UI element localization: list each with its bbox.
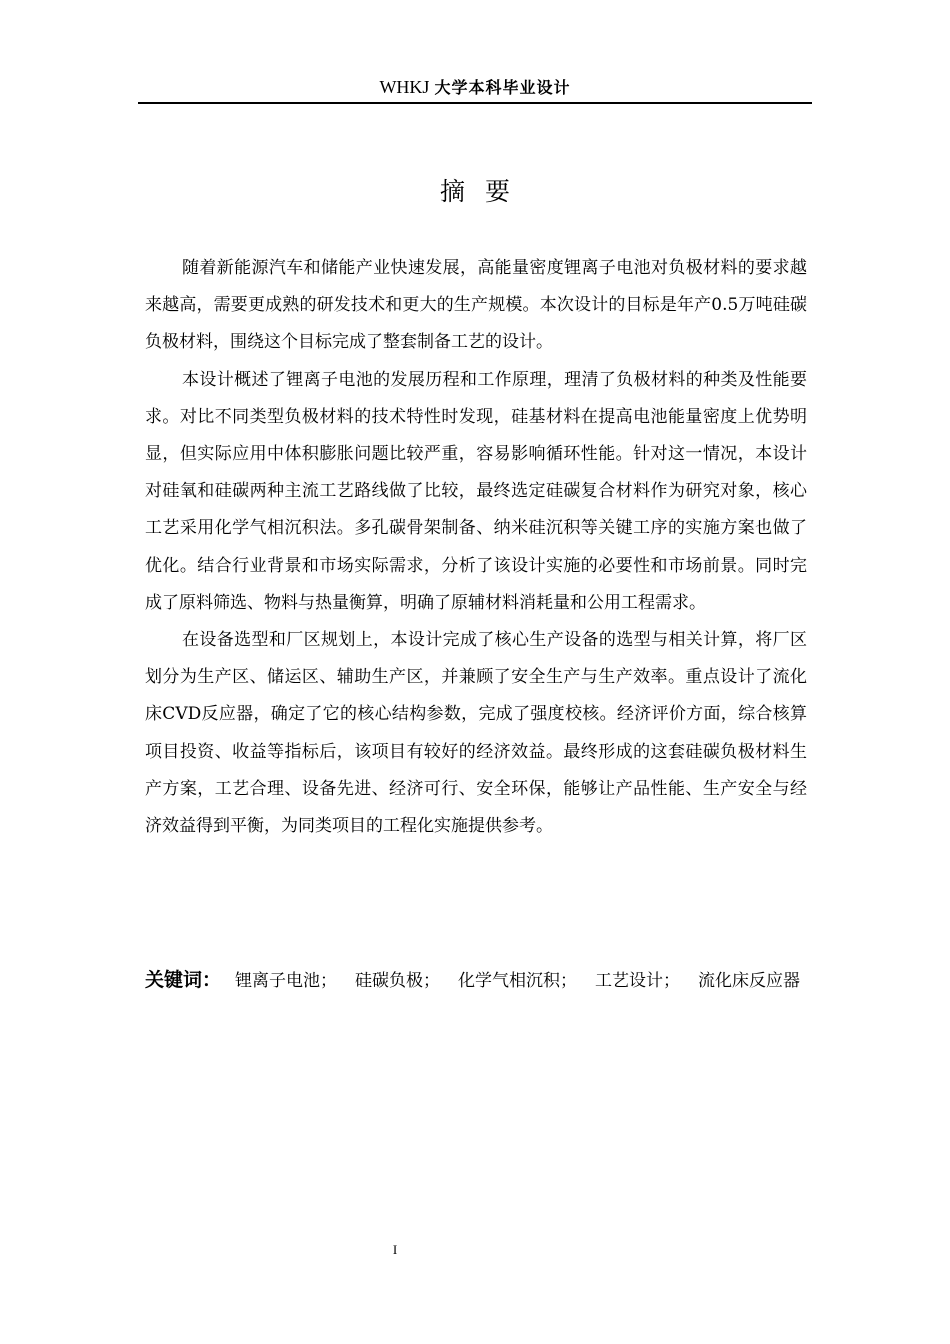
abstract-paragraph-1: 随着新能源汽车和储能产业快速发展，高能量密度锂离子电池对负极材料的要求越来越高，需要更成熟的研发技术和更大的生产规模。本次设计的目标是年产0.5万吨硅碳负极材料，围绕这个目标完成了整套制备工艺的设计。	[145, 258, 807, 353]
page-number: I	[392, 1242, 398, 1257]
header-university-code: WHKJ	[379, 77, 430, 97]
keywords-section	[145, 961, 807, 1000]
abstract-body	[145, 250, 807, 845]
page-header	[138, 72, 812, 104]
keyword-item: 锂离子电池；	[235, 971, 338, 991]
keywords-label: 关键词：	[145, 969, 222, 991]
page-title: 摘要	[439, 177, 530, 206]
keyword-item: 流化床反应器	[698, 971, 801, 991]
keyword-item: 化学气相沉积；	[458, 971, 578, 991]
keyword-item: 硅碳负极；	[355, 971, 441, 991]
abstract-paragraph-3: 在设备选型和厂区规划上，本设计完成了核心生产设备的选型与相关计算，将厂区划分为生产区、储运区、辅助生产区，并兼顾了安全生产与生产效率。重点设计了流化床CVD反应器，确定了它的核心结构参数，完成了强度校核。经济评价方面，综合核算项目投资、收益等指标后，该项目有较好的经济效益。最终形成的这套硅碳负极材料生产方案，工艺合理、设备先进、经济可行、安全环保，能够让产品性能、生产安全与经济效益得到平衡，为同类项目的工程化实施提供参考。	[145, 630, 807, 837]
abstract-paragraph-2: 本设计概述了锂离子电池的发展历程和工作原理，理清了负极材料的种类及性能要求。对比不同类型负极材料的技术特性时发现，硅基材料在提高电池能量密度上优势明显，但实际应用中体积膨胀问题比较严重，容易影响循环性能。针对这一情况，本设计对硅氧和硅碳两种主流工艺路线做了比较，最终选定硅碳复合材料作为研究对象，核心工艺采用化学气相沉积法。多孔碳骨架制备、纳米硅沉积等关键工序的实施方案也做了优化。结合行业背景和市场实际需求，分析了该设计实施的必要性和市场前景。同时完成了原料筛选、物料与热量衡算，明确了原辅材料消耗量和公用工程需求。	[145, 369, 807, 613]
keyword-item: 工艺设计；	[595, 971, 681, 991]
header-document-type: 大学本科毕业设计	[434, 78, 571, 97]
